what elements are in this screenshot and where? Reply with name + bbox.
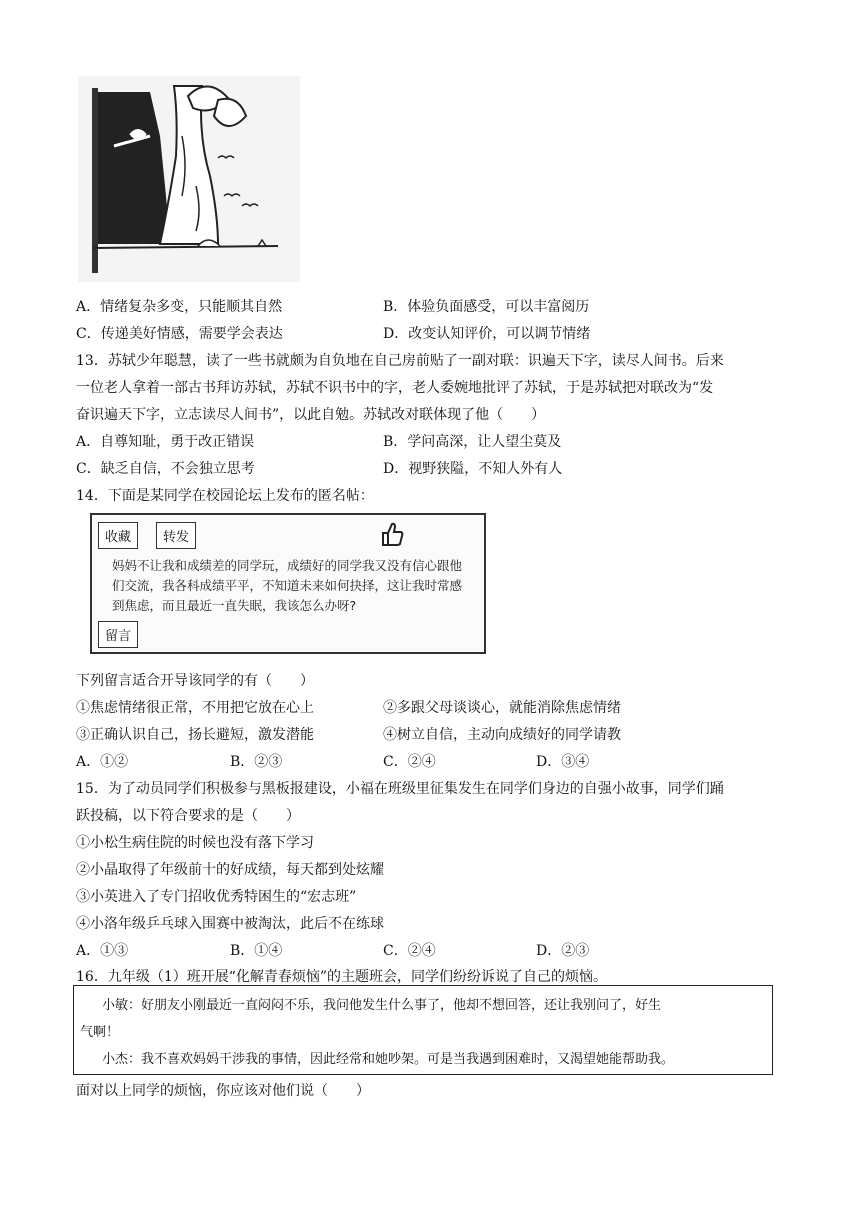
q14-stem: 14．下面是某同学在校园论坛上发布的匿名帖： [76, 488, 374, 504]
q12-option-b: B．体验负面感受，可以丰富阅历 [383, 299, 590, 315]
q14-option-b: B．②③ [230, 754, 283, 770]
q12-option-d: D．改变认知评价，可以调节情绪 [383, 326, 591, 342]
q15-option-c: C．②④ [383, 943, 436, 959]
q14-item-3: ③正确认识自己，扬长避短，激发潜能 [76, 727, 314, 743]
q15-item-2: ②小晶取得了年级前十的好成绩，每天都到处炫耀 [76, 862, 384, 878]
cartoon-illustration [78, 76, 300, 282]
forward-button[interactable]: 转发 [156, 522, 196, 549]
q15-stem-line-2: 跃投稿，以下符合要求的是（ ） [76, 808, 300, 824]
q15-option-d: D．②③ [536, 943, 590, 959]
q14-item-2: ②多跟父母谈谈心，就能消除焦虑情绪 [383, 700, 621, 716]
forum-post-card [90, 513, 486, 654]
q16-dialog-box [73, 985, 773, 1075]
q15-option-b: B．①④ [230, 943, 283, 959]
q16-dialog-line-3: 小杰：我不喜欢妈妈干涉我的事情，因此经常和她吵架。可是当我遇到困难时，又渴望她能帮助我。 [102, 1052, 675, 1067]
q13-option-a: A．自尊知耻，勇于改正错误 [76, 434, 255, 450]
q13-option-b: B．学问高深，让人望尘莫及 [383, 434, 562, 450]
q16-dialog-line-2: 气啊！ [80, 1025, 120, 1040]
q14-option-d: D．③④ [536, 754, 590, 770]
q13-stem-line-2: 一位老人拿着一部古书拜访苏轼，苏轼不识书中的字，老人委婉地批评了苏轼，于是苏轼把对联改为“发 [76, 380, 714, 396]
q15-item-3: ③小英进入了专门招收优秀特困生的“宏志班” [76, 889, 357, 905]
q14-item-4: ④树立自信，主动向成绩好的同学请教 [383, 727, 621, 743]
collect-button[interactable]: 收藏 [98, 522, 138, 549]
q14-item-1: ①焦虑情绪很正常，不用把它放在心上 [76, 700, 314, 716]
q13-option-c: C．缺乏自信，不会独立思考 [76, 461, 255, 477]
q15-stem-line-1: 15．为了动员同学们积极参与黑板报建设，小福在班级里征集发生在同学们身边的自强小故事，同学们踊 [76, 781, 724, 797]
q13-stem-line-3: 奋识遍天下字，立志读尽人间书”，以此自勉。苏轼改对联体现了他（ ） [76, 407, 546, 423]
q13-option-d: D．视野狭隘，不知人外有人 [383, 461, 563, 477]
q12-option-c: C．传递美好情感，需要学会表达 [76, 326, 283, 342]
q16-prompt: 面对以上同学的烦恼，你应该对他们说（ ） [76, 1083, 370, 1099]
q16-dialog-line-1: 小敏：好朋友小刚最近一直闷闷不乐，我问他发生什么事了，他却不想回答，还让我别问了，好生 [102, 998, 662, 1013]
comment-button[interactable]: 留言 [98, 621, 138, 648]
q15-option-a: A．①③ [76, 943, 129, 959]
q13-stem-line-1: 13．苏轼少年聪慧，读了一些书就颇为自负地在自己房前贴了一副对联：识遍天下字，读尽人间书。后来 [76, 353, 724, 369]
q14-prompt: 下列留言适合开导该同学的有（ ） [76, 673, 314, 689]
q14-option-a: A．①② [76, 754, 129, 770]
q12-option-a: A．情绪复杂多变，只能顺其自然 [76, 299, 283, 315]
q15-item-4: ④小洛年级乒乓球入围赛中被淘汰，此后不在练球 [76, 916, 384, 932]
thumbs-up-icon[interactable] [380, 521, 404, 547]
q14-option-c: C．②④ [383, 754, 436, 770]
q15-item-1: ①小松生病住院的时候也没有落下学习 [76, 835, 314, 851]
post-content: 妈妈不让我和成绩差的同学玩，成绩好的同学我又没有信心跟他们交流，我各科成绩平平，不知道未来如何抉择，这让我时常感到焦虑，而且最近一直失眠，我该怎么办呀? [112, 558, 463, 613]
q16-stem: 16．九年级（1）班开展“化解青春烦恼”的主题班会，同学们纷纷诉说了自己的烦恼。 [76, 969, 608, 985]
